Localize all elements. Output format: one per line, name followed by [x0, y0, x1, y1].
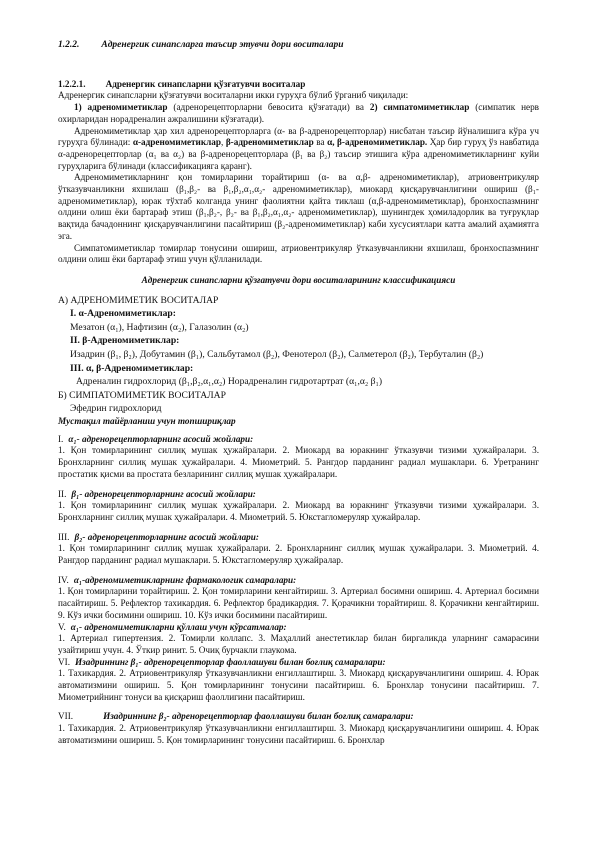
intro-paragraph-2: 1) адреномиметиклар (адренорецепторларни бевосита қўзғатади) ва 2) симпатомиметиклар (симпатик нерв охирларидан норадреналин ажралишини кўзғатади).: [58, 102, 540, 124]
section-heading: [58, 40, 539, 52]
task-list: [58, 434, 539, 747]
classification-list: [58, 294, 539, 416]
classification-group-2-items: Изадрин (β₁, β₂), Добутамин (β₁), Сальбутамол (β₂), Фенотерол (β₂), Салметерол (β₂), Тербуталин (β₂): [70, 349, 484, 361]
classification-section-a: А) АДРЕНОМИМЕТИК ВОСИТАЛАР: [58, 294, 219, 306]
intro-paragraph-3: Адреномиметиклар ҳар хил адренорецепторларга (α- ва β-адренорецепторлар) нисбатан таъсир йўналишига кўра уч гуруҳга бўлинади: α-адреномиметиклар, β-адреномиметиклар ва α, β-адреномиметиклар. Ҳар бир гуруҳ ўз навбатида α-адренорецепторлар (α₁ ва α₂) ва β-адренорецепторлара (β₁ ва β₂) таъсир этишига кўра адреномиметикларнинг куйи гуруҳларига бўлинади (классификацияга қаранг).: [58, 125, 540, 171]
classification-group-1-items: Мезатон (α₁), Нафтизин (α₂), Галазолин (α₂): [70, 321, 249, 333]
section-number: 1.2.2.: [58, 40, 80, 50]
task-text-7: 1. Тахикардия. 2. Атриовентрикуляр ўтказувчанликни енгиллаштирш. 3. Миокард қисқарувчанлигини ошириш. 4. Юрак автоматизмини ошириш. 5. Қон томирларининг тонусини пасайтириш. 6. Бронхлар: [58, 723, 539, 745]
task-heading-4: IV. α₁-адреномиметикларнинг фармакологик самаралари:: [58, 574, 297, 585]
task-text-4: 1. Қон томирларини торайтириш. 2. Қон томирларини кенгайтириш. 3. Артериал босимни ошириш. 4. Артериал босимни пасайтириш. 5. Рефлектор тахикардия. 6. Рефлектор брадикардия. 7. Қорачикни торайтириш. 8. Қорачикни кенгайтириш. 9. Кўз ички босимини ошириш. 10. Кўз ички босимини пасайтириш.: [58, 586, 539, 620]
classification-group-3-items: Адреналин гидрохлорид (β₁,β₂,α₁,α₂) Норадреналин гидротартрат (α₁,α₂ β₁): [76, 376, 383, 388]
task-heading-3: III. β₂- адренорецепторларнинг асосий жойлари:: [58, 531, 259, 542]
task-text-5: 1. Артериал гипертензия. 2. Томирли коллапс. 3. Маҳаллий анестетиклар билан биргаликда уларнинг самарасини узайтириш учун. 4. Ўткир ринит. 5. Очиқ бурчакли глаукома.: [58, 633, 539, 655]
intro-paragraph-5: Симпатомиметиклар томирлар тонусини ошириш, атриовентрикуляр ўтказувчанликни яхшилаш, бронхоспазмнинг олдини олиш ёки бартараф этиш учун қўлланилади.: [58, 242, 539, 265]
intro-paragraph-4: Адреномиметикларнинг қон томирларини торайтириш (α- ва α,β- адреномиметиклар), атриовентрикуляр ўтказувчанликни яхшилаш (β₁,β₂- ва β₁,β₂,α₁,α₂- адреномиметиклар), миокард қисқарувчанлигини ошириш (β₁-адреномиметиклар), юрак тўхтаб колганда унинг фаолиятни қайта тиклаш (α,β-адреномиметиклар), бронхоспазмнинг олдини олиш ёки бартараф этиш (β₁,β₂-, β₂- ва β₁,β₂,α₁,α₂- адреномиметиклар), шунингдек ҳомиладорлик ва туғруқлар вақтида бачадоннинг қисқарувчанлигини пасайтириш (β₂-адреномиметиклар) каби хусусиятлари катта амалий аҳамиятга эга.: [58, 172, 539, 241]
subsection-title: Адренергик синапсларни қўзғатувчи воситалар: [105, 78, 306, 89]
task-heading-7: VII. Изадриннинг β₂- адренорецепторлар фаоллашуви билан боғлиқ самаралари:: [58, 711, 414, 722]
classification-section-b-item: Эфедрин гидрохлорид: [70, 403, 162, 415]
task-text-6: 1. Тахикардия. 2. Атриовентрикуляр ўтказувчанликни енгиллаштирш. 3. Миокард қисқарувчанлигини ошириш. 4. Юрак автоматизмини ошириш. 5. Қон томирларининг тонусини пасайтириш. 6. Бронхлар тонусини пасайтириш. 7. Миометрийнинг тонуси ва қисқариш фаоллигини пасайтириш.: [58, 668, 539, 702]
classification-group-3-label: III. α, β-Адреномиметиклар:: [70, 362, 194, 374]
task-heading-1: I. α₁- адренорецепторларнинг асосий жойлари:: [58, 433, 254, 444]
classification-group-2-label: II. β-Адреномиметиклар:: [70, 335, 180, 347]
task-text-1: 1. Қон томирларининг силлиқ мушак ҳужайралари. 2. Миокард ва юракнинг ўтказувчи тизими ҳужайралари. 3. Бронхларнинг силлиқ мушак ҳужайралари. 4. Миометрий. 5. Рангдор пардaнинг радиал мушаклари. 6. Уретранинг простатик қисми ва простата безларининг силлиқ мушак ҳужайралари.: [58, 445, 539, 479]
task-heading-5: V. α₁- адреномиметикларни қўллаш учун кўрсатмалар:: [58, 621, 287, 632]
intro-paragraph-1: Адренергик синапсларни қўзғатувчи воситаларни икки гуруҳга бўлиб ўрганиб чиқилади:: [58, 90, 409, 101]
classification-section-b: Б) СИМПАТОМИМЕТИК ВОСИТАЛАР: [58, 389, 226, 401]
subsection-number: 1.2.2.1.: [58, 78, 86, 89]
classification-title: Адренергик синапсларни қўзғатувчи дори воситаларининг классификацияси: [141, 274, 456, 285]
task-heading-6: VI. Изадриннинг β₁- адренорецепторлар фаоллашуви билан боғлиқ самаралари:: [58, 656, 386, 667]
task-text-2: 1. Қон томирларининг силлиқ мушак ҳужайралари. 2. Миокард ва юракнинг ўтказувчи тизими ҳужайралари. 3. Бронхларнинг силлиқ мушак ҳужайралари. 4. Миометрий. 5. Юкстагломеруляр ҳужайралар.: [58, 500, 539, 522]
self-work-title: Мустақил тайёрланиш учун топшириқлар: [58, 416, 236, 426]
task-text-3: 1. Қон томирларининг силлиқ мушак ҳужайралари. 2. Бронхларнинг силлиқ мушак ҳужайралари. 3. Миометрий. 4. Рангдор парданинг радиал мушаклари. 5. Юкстагломеруляр ҳужайралар.: [58, 543, 539, 566]
section-title: Адренергик синапсларга таъсир этувчи дори воситалари: [101, 40, 344, 50]
subsection-heading: [58, 79, 539, 91]
classification-group-1-label: I. α-Адреномиметиклар:: [70, 308, 176, 320]
task-heading-2: II. β₁- адренорецепторларнинг асосий жойлари:: [58, 488, 256, 499]
